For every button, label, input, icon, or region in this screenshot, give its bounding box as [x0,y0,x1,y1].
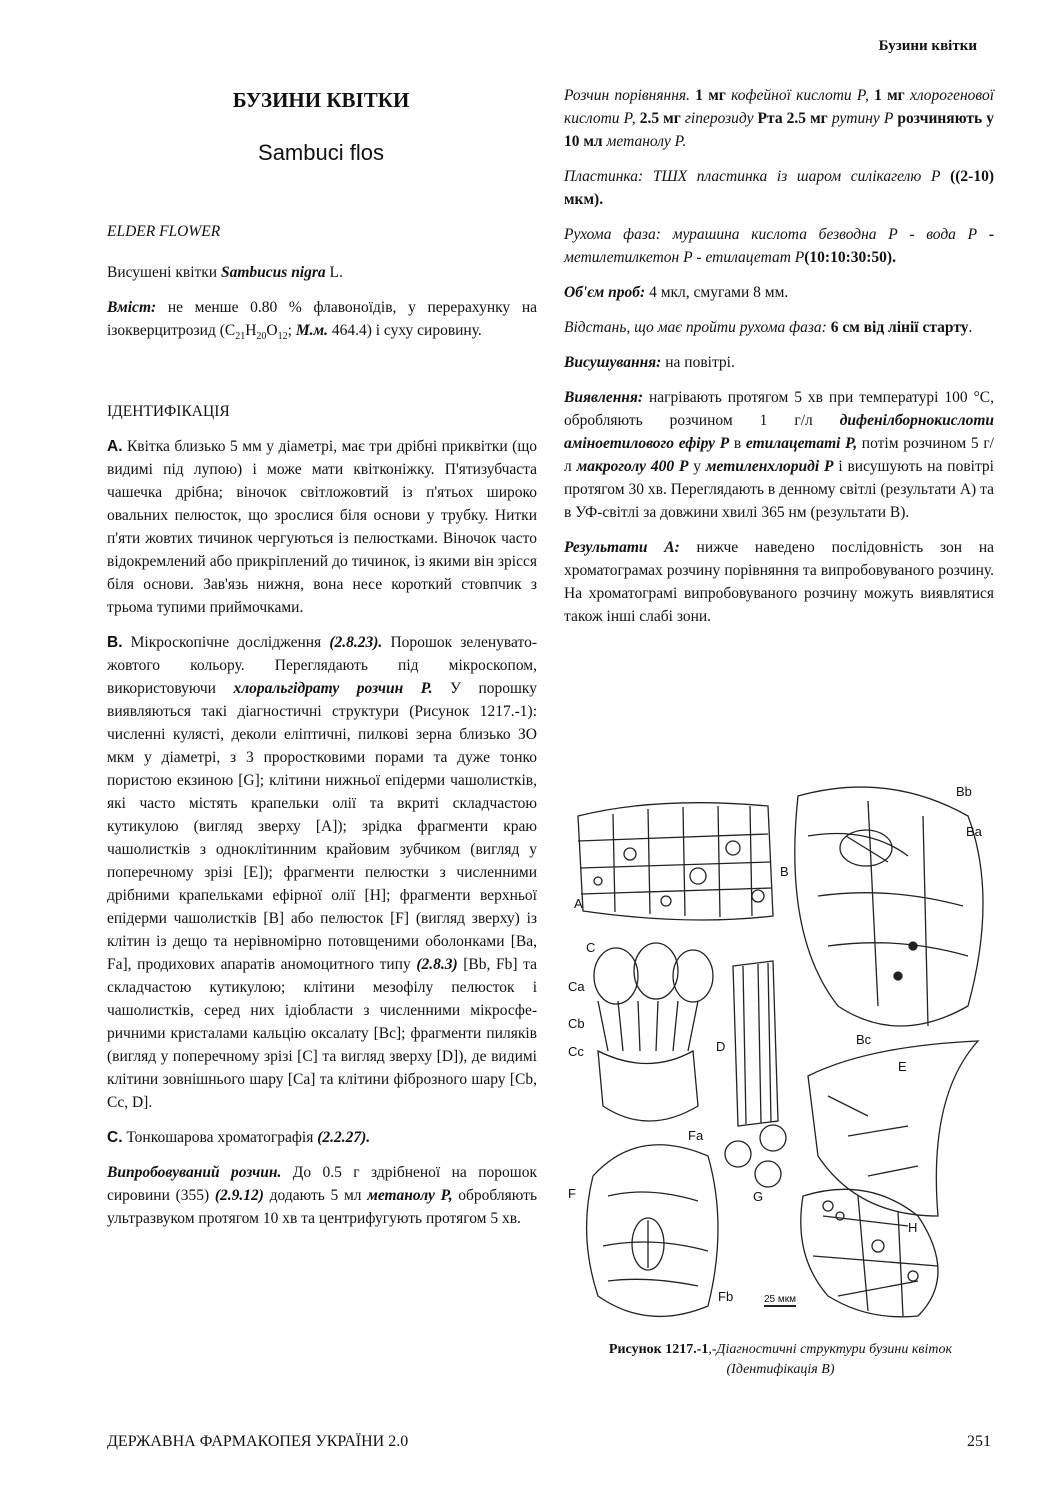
development: Відстань, що має пройти рухома фаза: 6 см від лінії старту. [564,319,973,336]
figure-caption: Рисунок 1217.-1,-Діагностичні структури бузини квіток (Ідентифікація В) [608,1342,953,1377]
panel-a-epidermis [574,803,773,920]
mobile-phase: Рухома фаза: мурашина кислота безводна Р - вода Р - метилетилкетон Р - етилацетат Р(10:10:30:50). [564,226,994,266]
identification-heading: ІДЕНТИФІКАЦІЯ [107,403,230,421]
section-c: С. Тонкошарова хроматографія (2.2.27). [107,1129,371,1147]
section-b: В. Мікроскопічне дослідження (2.8.23). Порошок зеленувато-жовтого кольору. Переглядають під мікроскопом, використовуючи хлоральгідрату розчин Р. У порошку виявляються такі діагностичні структури (Рисунок 1217.-1): численні кулясті, деколи еліптичні, пилкові зерна близько ЗО мкм у діаметрі, з 3 проростковими порами та дуже тонко пористою екзиною [G]; клітини нижньої епідерми чашолистків, які часто містять крапельки олії та вкриті складчастою кутикулою (вигляд зверху [А]); зрідка фрагменти краю чашолистків з одноклітинним крайовим зубчиком (вигляд у поперечному зрізі [Е]); фрагменти пелюстки з численними дрібними крапельками ефірної олії [Н]; фрагменти верхньої епідерми чашолистків [В] або пелюсток [F] (вигляд зверху) із клітин із дещо та нерівномірно потовщеними оболонками [Ва, Fa], продихових апаратів аномоцитного типу (2.8.3) [Bb, Fb] та складчастою кутикулою; клітини мезофілу пелюсток і чашолистків, серед них ідіобласти з численними мікросфе- ричними кристалами кальцію оксалату [Вс]; фрагменти пиляків (вигляд у поперечному зрізі [С] та вигляд зверху [D]), де видимі клітини зовнішнього шару [Са] та клітини фіброзного шару [Cb, Cc, D]. [107,634,538,1112]
label-cc: Cc [568,1044,584,1059]
label-cb: Cb [568,1016,585,1031]
page-number: 251 [967,1433,991,1450]
panel-c-anther [568,940,713,1121]
latin-title: Sambuci flos [258,140,384,165]
application: Об'єм проб: 4 мкл, смугами 8 мм. [564,284,789,301]
label-fb: Fb [718,1289,734,1304]
panel-b-upper-epidermis [780,784,983,1047]
scale-label: 25 мкм [764,1294,797,1305]
panel-f-petal [568,1128,733,1316]
scale-bar [764,1294,796,1306]
label-bc: Bc [856,1032,872,1047]
section-a: А. Квітка близько 5 мм у діаметрі, має три дрібні приквітки (що видимі під лупою) і може мати квітконіжку. П'ятизубчаста чашечка дрібна; віночок світложовтий із п'ятьох широко овальних пелюсток, що зрослися біля основи у трубку. Нитки п'яти жовтих тичинок чергуються із пелюстками. Віночок часто відокремлений або прикріплений до тичинок, із якими він зрісся біля основи. Зав'язь нижня, вона несе короткий стовпчик з трьома тупими приймочками. [107,438,537,617]
label-f: F [568,1186,576,1201]
running-head: Бузини квітки [878,38,977,54]
right-column [564,84,994,640]
label-fa: Fa [688,1128,704,1143]
label-h: H [908,1220,918,1235]
detection: Виявлення: нагрівають протягом 5 хв при температурі 100 °С, обробляють розчином 1 г/л дифенілборнокислоти аміноетилового ефіру Р в етилацетаті Р, потім розчином 5 г/л макроголу 400 Р у метиленхлориді Р і висушують на повітрі протягом 30 хв. Переглядають в денному світлі (результати А) та в УФ-світлі за довжини хвилі 365 нм (результати В). [564,389,994,521]
panel-d-fibrous-layer [716,961,778,1126]
label-e: E [898,1059,907,1074]
page-title: БУЗИНИ КВІТКИ [232,88,410,112]
panel-g-pollen [725,1125,786,1204]
diagnostic-figure [568,776,993,1336]
english-name: ELDER FLOWER [107,223,221,240]
left-column [107,220,537,1242]
label-ca: Ca [568,979,585,994]
label-c: C [586,940,596,955]
content-assay: Вміст: не менше 0.80 % флавоноїдів, у перерахунку на ізокверцитрозид ($C_{21}H_{20}O_{12}$; М.м. 464.4) і суху сировину. [107,299,537,343]
test-solution: Випробовуваний розчин. До 0.5 г здрібненої на порошок сировини (355) (2.9.12) додають 5 мл метанолу Р, обробляють ультразвуком протягом 10 хв та центрифугують протягом 5 хв. [107,1164,538,1228]
footer-publication: ДЕРЖАВНА ФАРМАКОПЕЯ УКРАЇНИ 2.0 [107,1433,409,1450]
reference-solution: Розчин порівняння. 1 мг кофейної кислоти Р, 1 мг хлорогенової кислоти Р, 2.5 мг гіперозиду Рта 2.5 мг рутину Р розчиняють у 10 мл метанолу Р. [564,87,994,150]
label-ba: Ba [966,824,982,839]
plate: Пластинка: ТШХ пластинка із шаром силікагелю Р ((2-10) мкм). [564,168,994,208]
drying: Висушування: на повітрі. [564,354,735,371]
label-d: D [716,1039,726,1054]
results-a: Результати А: нижче наведено послідовність зон на хроматограмах розчину порівняння та випробовуваного розчину. На хроматограмі випробовуваного розчину можуть виявлятися також інші слабі зони. [564,539,994,625]
panel-h-petal-oil [801,1189,938,1316]
label-b: B [780,864,789,879]
label-a: A [574,896,583,911]
label-g: G [753,1189,764,1204]
definition: Висушені квітки Sambucus nigra L. [107,264,343,281]
label-bb: Bb [956,784,972,799]
